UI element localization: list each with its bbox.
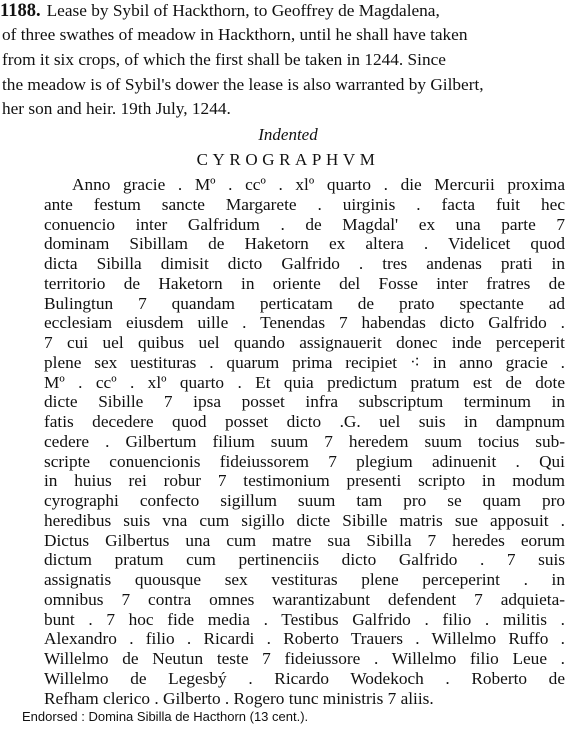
latin-line: Mº . ccº . xlº quarto . Et quia predictum pratum est de dote <box>44 372 565 392</box>
latin-line: Willelmo de Legesbý . Ricardo Wodekoch . Roberto de <box>44 668 565 688</box>
summary-line: from it six crops, of which the first shall be taken in 1244. Since <box>2 50 446 69</box>
latin-line: assignatis quousque sex vestituras plene perceperint . in <box>44 570 565 589</box>
summary-line: her son and heir. 19th July, 1244. <box>2 99 231 118</box>
latin-line: dominam Sibillam de Haketorn ex altera . Videlicet quod <box>44 234 565 254</box>
latin-line: omnibus 7 contra omnes warantizabunt defendent 7 adquieta- <box>44 589 565 609</box>
latin-line: conuencio inter Galfridum . de Magdal' ex una parte 7 <box>44 214 565 234</box>
latin-line: cedere . Gilbertum filium suum 7 heredem suum tocius sub- <box>44 431 565 451</box>
entry-number: 1188. <box>0 1 41 21</box>
latin-line: Dictus Gilbertus una cum matre sua Sibilla 7 heredes eorum <box>44 530 565 550</box>
latin-line: dicte Sibille 7 ipsa posset infra subscriptum terminum in <box>44 392 565 412</box>
summary-line: the meadow is of Sybil's dower the lease is also warranted by Gilbert, <box>2 75 484 94</box>
latin-line: dictum pratum cum pertinenciis dicto Galfrido . 7 suis <box>44 550 565 570</box>
latin-line: ecclesiam eiusdem uille . Tenendas 7 habendas dicto Galfrido . <box>44 313 565 333</box>
latin-line: heredibus suis vna cum sigillo dicte Sibille matris sue apposuit . <box>44 510 565 530</box>
latin-line: scripte conuencionis fideiussorem 7 plegium adinuenit . Qui <box>44 451 565 471</box>
document-heading: CYROGRAPHVM <box>196 150 380 169</box>
summary-line <box>0 0 440 22</box>
latin-line: Bulingtun 7 quandam perticatam de prato spectante ad <box>44 293 565 313</box>
latin-line: dicta Sibilla dimisit dicto Galfrido . tres andenas prati in <box>44 254 565 273</box>
latin-line: in huius rei robur 7 testimonium presenti scripto in modum <box>44 471 565 491</box>
summary-line: of three swathes of meadow in Hackthorn, until he shall have taken <box>2 25 468 44</box>
latin-line: Anno gracie . Mº . ccº . xlº quarto . die Mercurii proxima <box>72 175 565 194</box>
latin-line: plene sex uestituras . quarum prima recipiet ⁖ in anno gracie . <box>44 352 565 372</box>
latin-line: bunt . 7 hoc fide media . Testibus Galfrido . filio . militis . <box>44 609 565 629</box>
indented-label: Indented <box>258 125 318 144</box>
summary-text: Lease by Sybil of Hackthorn, to Geoffrey de Magdalena, <box>46 1 440 20</box>
endorsement-note: Endorsed : Domina Sibilla de Hacthorn (13 cent.). <box>22 709 309 724</box>
latin-line: ante festum sancte Margarete . uirginis . facta fuit hec <box>44 194 565 214</box>
latin-line: Willelmo de Neutun teste 7 fideiussore . Willelmo filio Leue . <box>44 649 565 668</box>
latin-line: Refham clerico . Gilberto . Rogero tunc ministris 7 aliis. <box>44 688 434 708</box>
latin-line: 7 cui uel quibus uel quando assignauerit donec inde perceperit <box>44 333 565 352</box>
latin-line: fatis decedere quod posset dicto .G. uel suis in dampnum <box>44 412 565 431</box>
latin-line: territorio de Haketorn in oriente del Fosse inter fratres de <box>44 273 565 293</box>
latin-line: Alexandro . filio . Ricardi . Roberto Trauers . Willelmo Ruffo . <box>44 629 565 649</box>
latin-line: cyrographi confecto sigillum suum tam pro se quam pro <box>44 491 565 510</box>
